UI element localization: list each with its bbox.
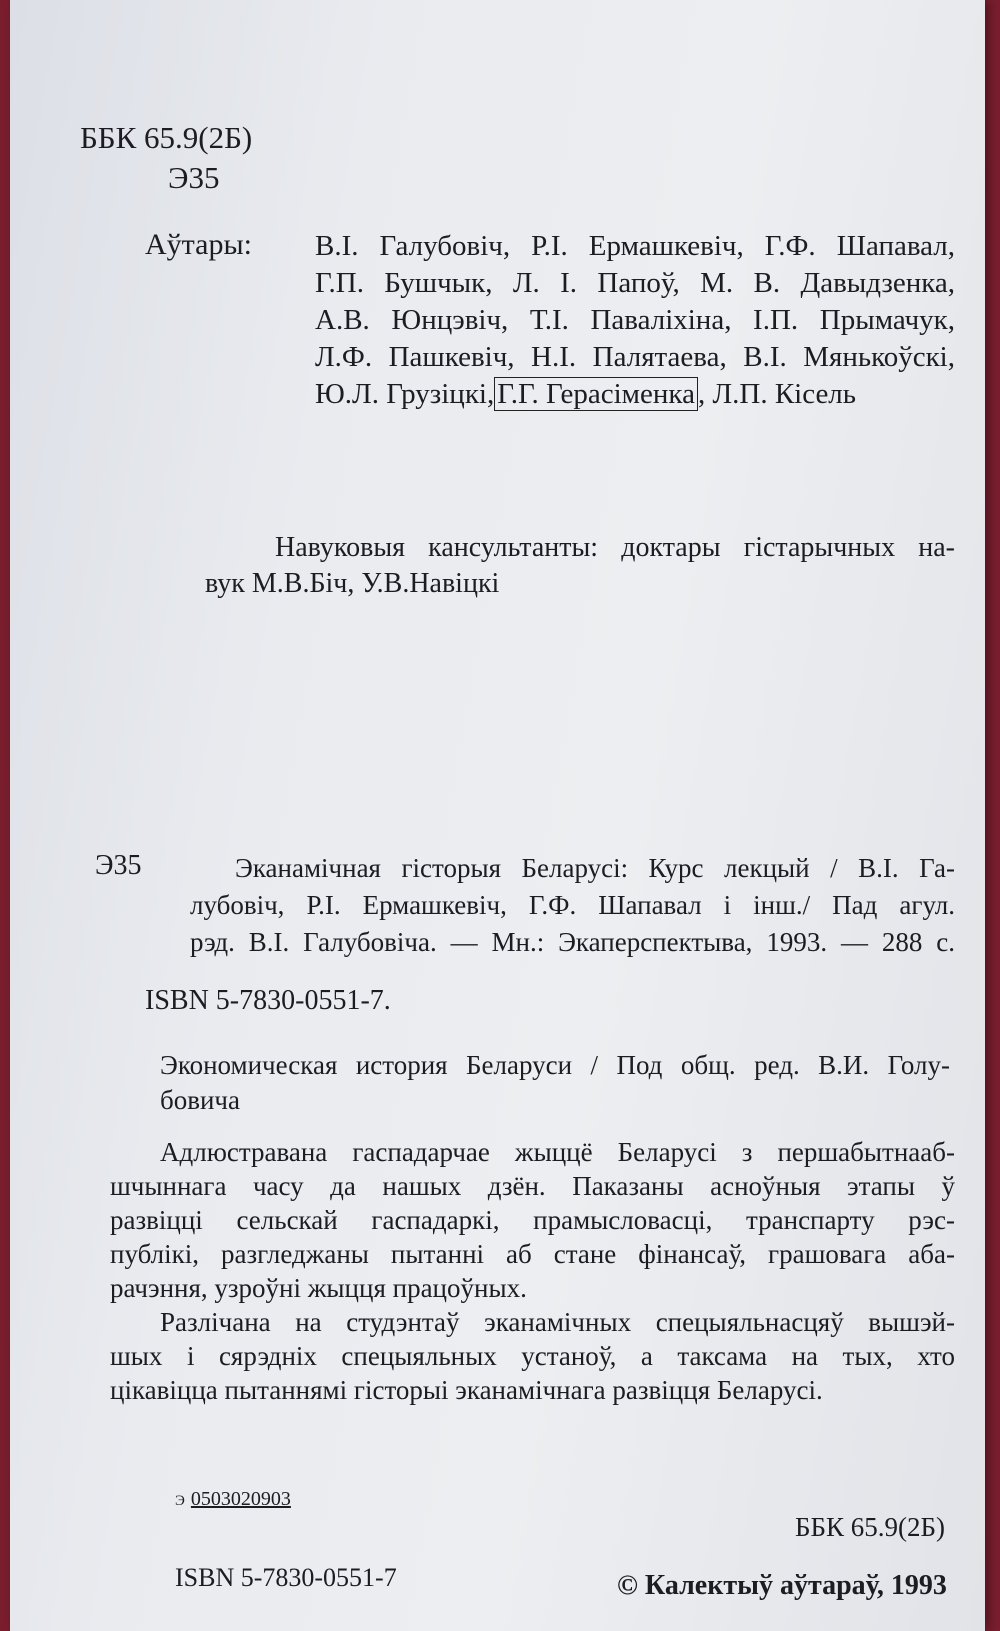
bbk-code: ББК 65.9(2Б) xyxy=(80,120,253,155)
annotation-line: Адлюстравана гаспадарчае жыццё Беларусі з першабытнааб- xyxy=(160,1137,955,1167)
bbk-footer: ББК 65.9(2Б) xyxy=(795,1512,946,1542)
russian-title-line: бовича xyxy=(160,1085,240,1115)
boxed-author-name: Г.Г. Герасіменка xyxy=(494,377,698,411)
bbk-header xyxy=(80,118,252,198)
author-name: , Л.П. Кісель xyxy=(697,378,857,410)
copyright-notice: © Калектыў аўтараў, 1993 xyxy=(617,1570,947,1601)
bibliography-line: рэд. В.І. Галубовіча. — Мн.: Экаперспектыва, 1993. — 288 с. xyxy=(190,927,955,957)
annotation-line: рачэння, узроўні жыцця працоўных. xyxy=(110,1273,527,1303)
annotation xyxy=(110,1135,955,1407)
bibliography-sign: Э35 xyxy=(95,850,142,881)
book-page xyxy=(10,0,985,1631)
author-sign: Э35 xyxy=(168,160,220,195)
russian-title-line: Экономическая история Беларуси / Под общ. ред. В.И. Голу- xyxy=(160,1050,950,1080)
russian-title xyxy=(160,1048,950,1118)
authors-list xyxy=(315,228,955,413)
authors-line: В.І. Галубовіч, Р.І. Ермашкевіч, Г.Ф. Шапавал, xyxy=(315,230,955,262)
authors-label: Аўтары: xyxy=(145,228,252,261)
authors-line: А.В. Юнцэвіч, Т.І. Паваліхіна, І.П. Прымачук, xyxy=(315,304,955,336)
annotation-line: шых і сярэдніх спецыяльных устаноў, а таксама на тых, хто xyxy=(110,1341,955,1371)
annotation-line: цікавіцца пытаннямі гісторыі эканамічнага развіцця Беларусі. xyxy=(110,1375,823,1405)
isbn-footer: ISBN 5-7830-0551-7 xyxy=(175,1563,397,1592)
author-name: Ю.Л. Грузіцкі, xyxy=(315,378,495,410)
bibliographic-record xyxy=(190,850,955,961)
isbn-record: ISBN 5-7830-0551-7. xyxy=(145,985,391,1016)
consultants-line: Навуковыя кансультанты: доктары гістарычных на- xyxy=(275,532,955,563)
annotation-line: публікі, разгледжаны пытанні аб стане фінансаў, грашовага аба- xyxy=(110,1239,955,1269)
catalog-code-number: 0503020903 xyxy=(190,1488,291,1510)
bibliography-line: Эканамічная гісторыя Беларусі: Курс лекцый / В.І. Га- xyxy=(235,853,955,883)
authors-line: Л.Ф. Пашкевіч, Н.І. Палятаева, В.І. Мянькоўскі, xyxy=(315,341,955,373)
annotation-line: Разлічана на студэнтаў эканамічных спецыяльнасцяў вышэй- xyxy=(160,1307,955,1337)
authors-line: Г.П. Бушчык, Л. І. Папоў, М. В. Давыдзенка, xyxy=(315,267,955,299)
consultants-line: вук М.В.Біч, У.В.Навіцкі xyxy=(205,568,500,599)
scientific-consultants xyxy=(205,530,955,602)
annotation-line: шчыннага часу да нашых дзён. Паказаны асноўныя этапы ў xyxy=(110,1171,955,1201)
bibliography-line: лубовіч, Р.І. Ермашкевіч, Г.Ф. Шапавал і інш./ Пад агул. xyxy=(190,890,955,920)
catalog-code-symbol: Э xyxy=(175,1493,185,1509)
annotation-line: развіцці сельскай гаспадаркі, прамысловасці, транспарту рэс- xyxy=(110,1205,955,1235)
catalog-code xyxy=(175,1488,291,1511)
authors-line-last xyxy=(315,376,955,413)
